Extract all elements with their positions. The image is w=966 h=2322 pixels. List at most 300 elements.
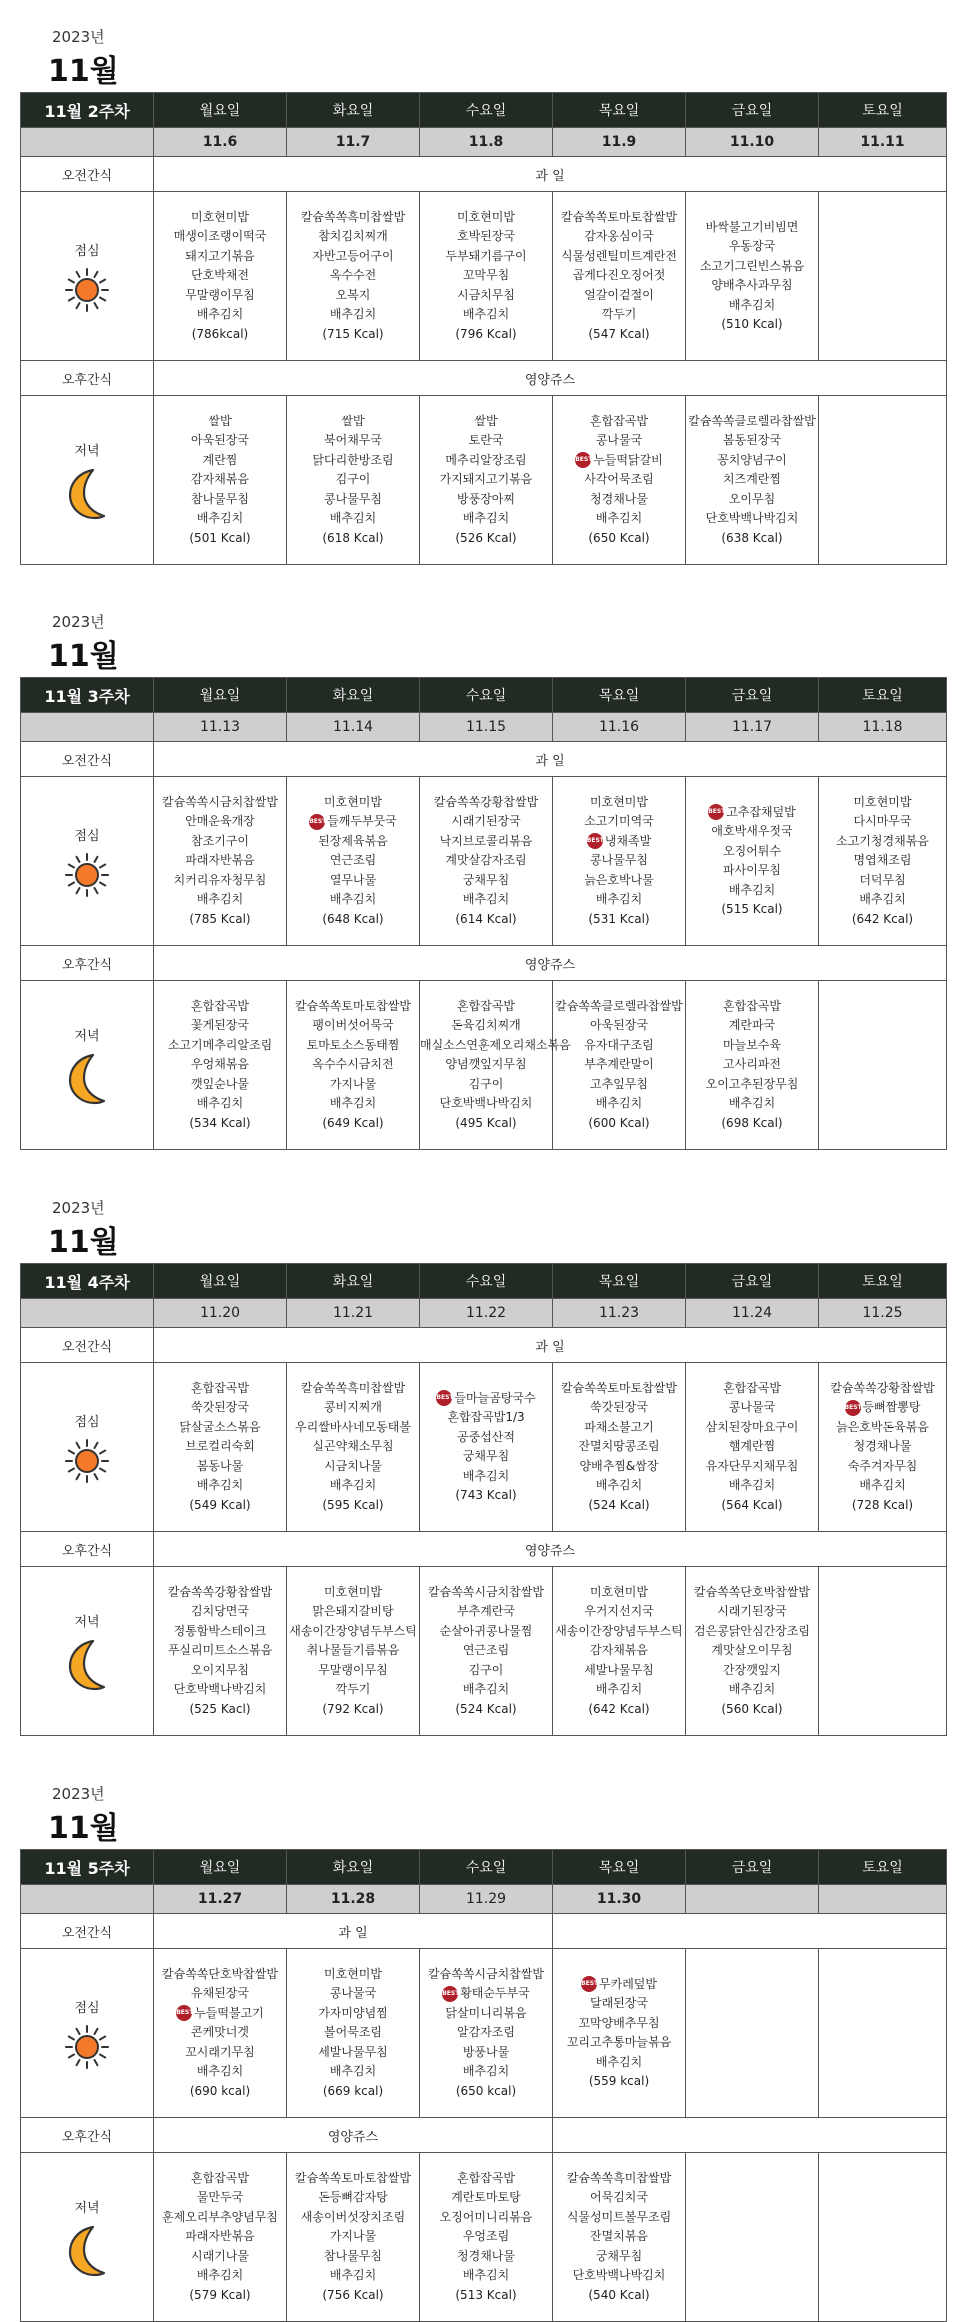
- date-cell: 11.22: [420, 1299, 553, 1328]
- sun-icon: [21, 852, 153, 898]
- dinner-cell: [686, 981, 819, 1150]
- menu-item: (728 Kcal): [851, 1497, 914, 1512]
- dinner-cell: [420, 1567, 553, 1736]
- morning-snack-value: 과 일: [154, 742, 947, 777]
- menu-item: 맑은돼지갈비탕: [312, 1604, 394, 1619]
- moon-icon: [21, 1052, 153, 1106]
- empty-cell: [553, 1914, 947, 1949]
- menu-item: 단호박백나박김치: [173, 1682, 267, 1697]
- menu-item: (534 Kcal): [189, 1115, 251, 1130]
- menu-item: 칼슘쏙쏙강황찹쌀밥: [167, 1584, 273, 1599]
- menu-item: 북어채무국: [324, 433, 382, 448]
- menu-item: 배추김치: [595, 1682, 643, 1697]
- menu-item: 배추김치: [462, 1682, 510, 1697]
- menu-item: 쑥갓된장국: [590, 1400, 648, 1415]
- menu-item: BEST누들떡불고기: [176, 2005, 264, 2020]
- lunch-label: 점심: [21, 1363, 154, 1532]
- menu-item: 파래자반볶음: [185, 2229, 255, 2244]
- date-cell: 11.29: [420, 1885, 553, 1914]
- menu-item: 방풍나물: [462, 2044, 510, 2059]
- year-label: 2023년: [52, 1199, 105, 1217]
- date-cell: 11.25: [819, 1299, 947, 1328]
- dinner-cell: [553, 1567, 686, 1736]
- week-title: 11월 2주차: [21, 93, 154, 128]
- menu-item: 삼치된장마요구이: [705, 1419, 799, 1434]
- afternoon-snack-label: 오후간식: [21, 946, 154, 981]
- menu-item: 취나물들기름볶음: [306, 1643, 400, 1658]
- menu-item: 배추김치: [728, 1682, 776, 1697]
- menu-item: 배추김치: [859, 892, 906, 907]
- year-label: 2023년: [52, 1785, 105, 1803]
- menu-item: 아욱된장국: [590, 1018, 648, 1033]
- menu-item: 유자단무지채무침: [705, 1458, 799, 1473]
- menu-item: 계란파국: [728, 1018, 776, 1033]
- menu-item: 배추김치: [329, 892, 377, 907]
- menu-item: 배추김치: [462, 511, 510, 526]
- menu-item: 옥수수전: [329, 268, 377, 283]
- date-cell: 11.13: [154, 713, 287, 742]
- menu-item: 배추김치: [462, 1468, 510, 1483]
- menu-item: 꼬리고추통마늘볶음: [566, 2035, 672, 2049]
- menu-item: 청경채나물: [457, 2248, 515, 2263]
- menu-item: 혼합잡곡밥: [191, 2170, 249, 2185]
- month-title: 11월: [48, 54, 119, 89]
- menu-item: (513 Kcal): [455, 2287, 517, 2302]
- menu-item: 궁채무침: [462, 872, 510, 887]
- menu-item: 콩나물국: [595, 433, 643, 448]
- menu-item: 안매운육개장: [185, 814, 255, 829]
- date-cell: 11.27: [154, 1885, 287, 1914]
- menu-item: 꽁치양념구이: [717, 452, 787, 467]
- menu-item: (559 kcal): [588, 2074, 650, 2088]
- menu-item: 칼슘쏙쏙토마토찹쌀밥: [295, 2170, 411, 2185]
- menu-item: (515 Kcal): [721, 902, 783, 916]
- menu-item: 오복지: [335, 287, 371, 302]
- menu-item: 고사리파전: [723, 1057, 781, 1072]
- day-header: 목요일: [553, 1264, 686, 1299]
- menu-item: 애호박새우젓국: [711, 824, 793, 838]
- menu-item: 팽이버섯어묵국: [312, 1018, 394, 1033]
- week-title: 11월 5주차: [21, 1850, 154, 1885]
- menu-item: (638 Kcal): [721, 530, 783, 545]
- lunch-cell: [819, 1949, 947, 2118]
- lunch-cell: [420, 1363, 553, 1532]
- menu-item: 오이고추된장무침: [705, 1076, 799, 1091]
- menu-item: 오징어튀수: [723, 843, 781, 858]
- menu-item: 혼합잡곡밥: [723, 998, 781, 1013]
- menu-item: 곱게다진오징어젓: [572, 268, 666, 283]
- month-title: 11월: [48, 639, 119, 674]
- menu-item: 우거지선지국: [584, 1604, 654, 1619]
- menu-item: 김치당면국: [191, 1604, 249, 1619]
- date-cell: 11.14: [287, 713, 420, 742]
- dinner-cell: [553, 396, 686, 565]
- menu-item: 세발나물무침: [318, 2044, 388, 2059]
- dinner-label: 저녁: [21, 2153, 154, 2322]
- year-label: 2023년: [52, 613, 105, 631]
- menu-item: 깻잎순나물: [191, 1076, 249, 1091]
- menu-item: 배추김치: [595, 1478, 643, 1493]
- menu-item: 미호현미밥: [853, 794, 912, 809]
- morning-snack-label: 오전간식: [21, 157, 154, 192]
- menu-item: 고추잎무침: [590, 1076, 648, 1091]
- menu-item: BEST들마늘곰탕국수: [436, 1390, 536, 1405]
- sun-icon: [21, 1438, 153, 1484]
- menu-item: (648 Kcal): [322, 911, 384, 926]
- menu-item: 미호현미밥: [590, 794, 648, 809]
- lunch-label: 점심: [21, 192, 154, 361]
- menu-item: (743 Kcal): [455, 1488, 517, 1502]
- menu-item: (524 Kcal): [455, 1701, 517, 1716]
- menu-item: 호박된장국: [457, 229, 515, 244]
- lunch-cell: [553, 777, 686, 946]
- menu-item: (642 Kcal): [851, 911, 914, 926]
- menu-item: 가지나물: [329, 2229, 377, 2244]
- menu-item: 새송이간장양념두부스틱: [555, 1623, 683, 1638]
- menu-item: 정통함박스테이크: [173, 1623, 267, 1638]
- dinner-cell: [686, 2153, 819, 2322]
- menu-item: 마늘보수육: [723, 1037, 781, 1052]
- lunch-cell: [420, 192, 553, 361]
- menu-item: 우엉채볶음: [191, 1057, 249, 1072]
- menu-table: [20, 1263, 947, 1736]
- dinner-cell: [154, 981, 287, 1150]
- menu-item: 양배추사과무침: [711, 278, 793, 292]
- day-header: 수요일: [420, 1264, 553, 1299]
- menu-item: 돈육김치찌개: [451, 1018, 521, 1033]
- day-header: 토요일: [819, 1850, 947, 1885]
- date-cell: 11.7: [287, 128, 420, 157]
- menu-item: 소고기청경채볶음: [836, 833, 929, 848]
- menu-item: 배추김치: [196, 511, 244, 526]
- menu-item: 쌀밥: [474, 413, 498, 428]
- menu-item: 배추김치: [462, 2268, 510, 2283]
- lunch-cell: [686, 192, 819, 361]
- menu-item: 매생이조랭이떡국: [173, 229, 267, 244]
- sun-icon: [21, 267, 153, 313]
- menu-item: 칼슘쏙쏙흑미찹쌀밥: [300, 209, 406, 224]
- menu-item: 배추김치: [196, 2064, 244, 2079]
- menu-item: 칼슘쏙쏙강황찹쌀밥: [830, 1380, 935, 1395]
- menu-item: 잔멸치볶음: [590, 2229, 648, 2244]
- dinner-cell: [819, 1567, 947, 1736]
- afternoon-snack-label: 오후간식: [21, 1532, 154, 1567]
- menu-item: 혼합잡곡밥: [191, 998, 249, 1013]
- menu-item: 배추김치: [329, 307, 377, 322]
- menu-item: 부추계란말이: [584, 1057, 654, 1072]
- menu-item: 소고기그린빈스볶음: [699, 258, 805, 273]
- menu-item: 꼬막무침: [462, 268, 510, 283]
- day-header: 금요일: [686, 93, 819, 128]
- menu-item: 감자채볶음: [590, 1643, 648, 1658]
- menu-item: 시금치무침: [457, 287, 515, 302]
- menu-item: 참나물무침: [191, 491, 249, 506]
- menu-item: 옥수수시금치전: [312, 1057, 394, 1072]
- dinner-label: 저녁: [21, 1567, 154, 1736]
- menu-item: 배추김치: [329, 2064, 377, 2079]
- menu-item: 더덕무침: [859, 872, 906, 887]
- menu-item: (650 kcal): [455, 2083, 517, 2098]
- menu-item: 칼슘쏙쏙클로렐라찹쌀밥: [688, 413, 816, 428]
- menu-item: 아욱된장국: [191, 433, 249, 448]
- menu-item: BEST들깨두부뭇국: [309, 814, 397, 829]
- menu-item: 배추김치: [329, 511, 377, 526]
- dinner-cell: [154, 396, 287, 565]
- menu-item: 콩나물국: [728, 1400, 776, 1415]
- day-header: 금요일: [686, 678, 819, 713]
- lunch-cell: [287, 192, 420, 361]
- date-cell: 11.15: [420, 713, 553, 742]
- day-header: 화요일: [287, 678, 420, 713]
- menu-item: 칼슘쏙쏙흑미찹쌀밥: [566, 2170, 672, 2185]
- day-header: 수요일: [420, 678, 553, 713]
- lunch-cell: [287, 1363, 420, 1532]
- dinner-label: 저녁: [21, 981, 154, 1150]
- menu-item: BEST냉채족발: [586, 833, 652, 848]
- menu-item: 칼슘쏙쏙흑미찹쌀밥: [300, 1380, 406, 1395]
- menu-item: (756 Kcal): [322, 2287, 384, 2302]
- menu-item: 다시마무국: [853, 814, 912, 829]
- menu-item: (531 Kcal): [588, 911, 650, 926]
- menu-item: 배추김치: [859, 1478, 906, 1493]
- menu-item: 쌀밥: [208, 413, 232, 428]
- menu-item: 유채된장국: [191, 1986, 249, 2001]
- menu-item: (564 Kcal): [721, 1497, 783, 1512]
- menu-item: 콩나물무침: [324, 491, 382, 506]
- menu-item: BEST누들떡닭갈비: [575, 452, 663, 467]
- menu-item: 미호현미밥: [457, 209, 515, 224]
- menu-item: (669 kcal): [322, 2083, 384, 2098]
- dinner-cell: [154, 1567, 287, 1736]
- date-cell: 11.23: [553, 1299, 686, 1328]
- lunch-cell: [686, 1949, 819, 2118]
- menu-item: 파사이무침: [723, 863, 781, 877]
- menu-item: 시래기나물: [191, 2248, 249, 2263]
- menu-item: 얼갈이겉절이: [584, 287, 654, 302]
- date-cell: [686, 1885, 819, 1914]
- menu-item: 연근조림: [462, 1643, 510, 1658]
- menu-item: 봄동된장국: [723, 433, 781, 448]
- day-header: 화요일: [287, 1264, 420, 1299]
- menu-item: (785 Kcal): [189, 911, 251, 926]
- menu-item: 가자미양념찜: [318, 2005, 388, 2020]
- menu-item: 늙은호박돈육볶음: [836, 1419, 929, 1434]
- menu-item: 미호현미밥: [191, 209, 249, 224]
- menu-item: 봄동나물: [196, 1458, 244, 1473]
- menu-item: 꼬막양배추무침: [578, 2015, 660, 2030]
- menu-item: (510 Kcal): [721, 317, 783, 331]
- lunch-cell: [287, 777, 420, 946]
- menu-item: 배추김치: [595, 2054, 643, 2069]
- menu-item: 칼슘쏙쏙강황찹쌀밥: [433, 794, 539, 809]
- menu-item: BEST고추잡채덮밥: [708, 804, 796, 819]
- date-cell: 11.6: [154, 128, 287, 157]
- morning-snack-value: 과 일: [154, 1328, 947, 1363]
- menu-item: 혼합잡곡밥: [457, 998, 515, 1013]
- menu-item: 배추김치: [728, 1096, 776, 1111]
- menu-item: 식물성미트볼무조림: [566, 2209, 672, 2224]
- menu-item: 유자대구조림: [584, 1037, 654, 1052]
- menu-item: (614 Kcal): [455, 911, 517, 926]
- dinner-cell: [287, 396, 420, 565]
- menu-item: 김구이: [468, 1662, 504, 1677]
- menu-item: 브로컬리숙회: [185, 1439, 255, 1454]
- lunch-cell: [819, 192, 947, 361]
- week-title: 11월 3주차: [21, 678, 154, 713]
- dinner-cell: [686, 1567, 819, 1736]
- menu-item: 칼슘쏙쏙단호박찹쌀밥: [694, 1584, 810, 1599]
- menu-item: 바싹불고기비빔면: [705, 219, 799, 234]
- menu-item: 미호현미밥: [324, 1584, 382, 1599]
- menu-item: (526 Kcal): [455, 530, 517, 545]
- menu-item: 배추김치: [196, 307, 244, 322]
- menu-item: 칼슘쏙쏙시금치찹쌀밥: [428, 1966, 544, 1981]
- menu-item: 깍두기: [335, 1682, 371, 1697]
- lunch-cell: [686, 1363, 819, 1532]
- dinner-cell: [819, 981, 947, 1150]
- morning-snack-label: 오전간식: [21, 742, 154, 777]
- menu-item: 시금치나물: [324, 1458, 382, 1473]
- menu-item: 배추김치: [329, 1478, 377, 1493]
- morning-snack-value: 과 일: [154, 1914, 553, 1949]
- menu-item: 양념깻잎지무침: [445, 1057, 527, 1072]
- menu-item: 닭다리한방조림: [312, 452, 394, 467]
- menu-item: 토란국: [468, 433, 504, 448]
- menu-item: (715 Kcal): [322, 326, 384, 341]
- lunch-cell: [287, 1949, 420, 2118]
- menu-item: 혼합잡곡밥: [723, 1380, 781, 1395]
- menu-item: (618 Kcal): [322, 530, 384, 545]
- menu-item: 콘케맛너겟: [191, 2025, 249, 2040]
- menu-item: 간장깻잎지: [723, 1662, 781, 1677]
- date-cell: 11.30: [553, 1885, 686, 1914]
- menu-item: 김구이: [468, 1076, 504, 1091]
- menu-item: 메추리알장조림: [445, 452, 527, 467]
- menu-item: 감자채볶음: [191, 472, 249, 487]
- menu-item: (792 Kcal): [322, 1701, 384, 1716]
- menu-item: 참치김치찌개: [318, 229, 388, 244]
- day-header: 월요일: [154, 1850, 287, 1885]
- lunch-cell: [154, 192, 287, 361]
- afternoon-snack-value: 영양쥬스: [154, 361, 947, 396]
- day-header: 금요일: [686, 1264, 819, 1299]
- menu-item: 칼슘쏙쏙클로렐라찹쌀밥: [555, 998, 683, 1013]
- dinner-cell: [420, 396, 553, 565]
- menu-item: 파래자반볶음: [185, 853, 255, 868]
- menu-item: (540 Kcal): [588, 2287, 650, 2302]
- menu-item: 오징어미니리볶음: [439, 2209, 533, 2224]
- afternoon-snack-value: 영양쥬스: [154, 2118, 553, 2153]
- menu-item: 무말랭이무침: [185, 287, 255, 302]
- week-title: 11월 4주차: [21, 1264, 154, 1299]
- day-header: 금요일: [686, 1850, 819, 1885]
- menu-item: (642 Kcal): [588, 1701, 650, 1716]
- dinner-cell: [819, 396, 947, 565]
- menu-item: 부추계란국: [457, 1604, 515, 1619]
- menu-table: [20, 1849, 947, 2322]
- day-header: 목요일: [553, 93, 686, 128]
- menu-item: 배추김치: [595, 892, 643, 907]
- lunch-cell: [819, 777, 947, 946]
- menu-item: 닭살미니리볶음: [445, 2005, 527, 2020]
- menu-item: 우동장국: [728, 239, 776, 253]
- menu-item: 소고기미역국: [584, 814, 654, 829]
- dinner-cell: [420, 981, 571, 1150]
- day-header: 화요일: [287, 1850, 420, 1885]
- menu-item: 연근조림: [329, 853, 377, 868]
- menu-item: 매실소스연훈제오리채소볶음: [420, 1037, 571, 1052]
- menu-item: 칼슘쏙쏙토마토찹쌀밥: [561, 209, 677, 224]
- menu-item: (547 Kcal): [588, 326, 650, 341]
- sun-icon: [21, 2024, 153, 2070]
- menu-item: (690 kcal): [189, 2083, 251, 2098]
- dinner-cell: [420, 2153, 553, 2322]
- lunch-cell: [420, 1949, 553, 2118]
- menu-item: 된장제육볶음: [318, 833, 388, 848]
- date-cell: 11.9: [553, 128, 686, 157]
- date-cell: 11.20: [154, 1299, 287, 1328]
- menu-item: 닭살굴소스볶음: [179, 1419, 261, 1434]
- menu-item: 실곤약채소무침: [312, 1439, 394, 1454]
- day-header: 월요일: [154, 93, 287, 128]
- menu-item: BEST등뼈짬뽕탕: [844, 1400, 921, 1415]
- menu-item: 가지돼지고기볶음: [439, 472, 533, 487]
- menu-item: 공중섭산적: [457, 1429, 515, 1444]
- morning-snack-value: 과 일: [154, 157, 947, 192]
- day-header: 토요일: [819, 93, 947, 128]
- date-cell: 11.11: [819, 128, 947, 157]
- date-cell: 11.18: [819, 713, 947, 742]
- best-badge-icon: BEST: [845, 1400, 861, 1416]
- menu-item: 소고기메추리알조림: [167, 1037, 273, 1052]
- menu-item: 우엉조림: [462, 2229, 510, 2244]
- menu-item: 배추김치: [329, 2268, 377, 2283]
- menu-item: 단호박채전: [191, 268, 249, 283]
- lunch-cell: [553, 1949, 686, 2118]
- menu-item: 청경채나물: [853, 1439, 912, 1454]
- menu-item: 가지나물: [329, 1076, 377, 1091]
- menu-item: 어묵김치국: [590, 2190, 648, 2205]
- menu-item: 미호현미밥: [324, 1966, 382, 1981]
- menu-item: 순살아귀콩나물찜: [439, 1623, 533, 1638]
- day-header: 토요일: [819, 1264, 947, 1299]
- menu-item: 계맛살오이무침: [711, 1643, 793, 1658]
- afternoon-snack-label: 오후간식: [21, 2118, 154, 2153]
- dinner-cell: [819, 2153, 947, 2322]
- year-label: 2023년: [52, 28, 105, 46]
- date-cell: 11.8: [420, 128, 553, 157]
- menu-item: 오이지무침: [191, 1662, 249, 1677]
- lunch-cell: [420, 777, 553, 946]
- menu-item: 훈제오리부추양념무침: [162, 2209, 278, 2224]
- date-blank: [21, 1885, 154, 1914]
- dinner-label: 저녁: [21, 396, 154, 565]
- menu-item: (560 Kcal): [721, 1701, 783, 1716]
- menu-item: 두부돼기름구이: [445, 248, 527, 263]
- moon-icon: [21, 467, 153, 521]
- menu-item: 세발나물무침: [584, 1662, 654, 1677]
- menu-item: 배추김치: [728, 297, 776, 312]
- menu-item: 파채소불고기: [584, 1419, 654, 1434]
- menu-item: 칼슘쏙쏙시금치찹쌀밥: [162, 794, 278, 809]
- menu-item: 칼슘쏙쏙토마토찹쌀밥: [561, 1380, 677, 1395]
- menu-item: 오이무침: [728, 491, 776, 506]
- menu-item: 숙주겨자무침: [847, 1458, 918, 1473]
- day-header: 월요일: [154, 678, 287, 713]
- menu-item: 물만두국: [196, 2190, 244, 2205]
- menu-item: 양배추찜&쌈장: [579, 1458, 659, 1473]
- menu-item: 쌀밥: [341, 413, 365, 428]
